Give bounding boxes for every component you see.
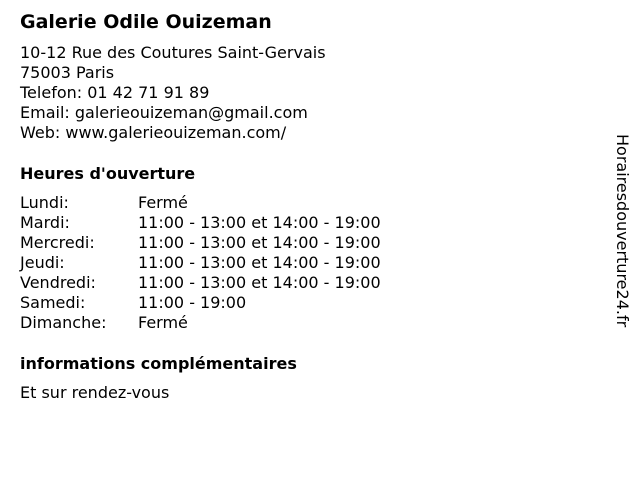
opening-hours-table	[20, 193, 381, 333]
email-line: Email: galerieouizeman@gmail.com	[20, 103, 308, 122]
day-label: Dimanche:	[20, 313, 107, 332]
business-name: Galerie Odile Ouizeman	[20, 11, 272, 33]
day-label: Samedi:	[20, 293, 86, 312]
hours-row-monday	[20, 193, 381, 213]
day-hours: 11:00 - 13:00 et 14:00 - 19:00	[138, 253, 381, 272]
day-hours: 11:00 - 13:00 et 14:00 - 19:00	[138, 273, 381, 292]
day-label: Lundi:	[20, 193, 69, 212]
day-label: Jeudi:	[20, 253, 65, 272]
hours-row-friday	[20, 273, 381, 293]
brand-watermark: Horairesdouverture24.fr	[613, 134, 632, 328]
day-hours: 11:00 - 13:00 et 14:00 - 19:00	[138, 233, 381, 252]
additional-info-heading: informations complémentaires	[20, 354, 297, 373]
website-line: Web: www.galerieouizeman.com/	[20, 123, 287, 142]
day-label: Mercredi:	[20, 233, 95, 252]
address-street: 10-12 Rue des Coutures Saint-Gervais	[20, 43, 326, 62]
address-city: 75003 Paris	[20, 63, 115, 82]
day-label: Mardi:	[20, 213, 70, 232]
day-hours: Fermé	[138, 193, 188, 212]
day-label: Vendredi:	[20, 273, 96, 292]
day-hours: 11:00 - 13:00 et 14:00 - 19:00	[138, 213, 381, 232]
day-hours: Fermé	[138, 313, 188, 332]
hours-row-tuesday	[20, 213, 381, 233]
additional-info-text: Et sur rendez-vous	[20, 383, 170, 402]
opening-hours-heading: Heures d'ouverture	[20, 164, 196, 183]
hours-row-sunday	[20, 313, 381, 333]
contact-block	[20, 43, 326, 143]
phone-line: Telefon: 01 42 71 91 89	[20, 83, 210, 102]
day-hours: 11:00 - 19:00	[138, 293, 247, 312]
hours-row-wednesday	[20, 233, 381, 253]
hours-row-saturday	[20, 293, 381, 313]
hours-row-thursday	[20, 253, 381, 273]
